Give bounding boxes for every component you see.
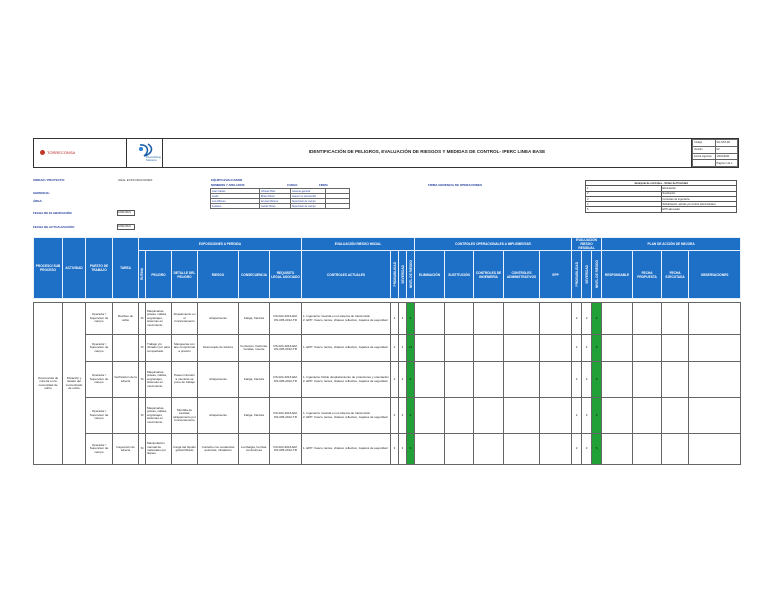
col-probabilidad: PROBABILIDAD <box>391 251 399 299</box>
table-row: Operador / Supervisor de campo Verificación de la tubería SI Maquinarias, poleas, cables, engranajes, sistemas en movimiento Paseo intrusión a mientras se pone de trabajo Atrapamiento Fatiga, fractura DS-024-2016-EM, DS-005-2012-TR 1. Ingeniería: Doble desplazamiento de protectores y orientación 2. EPP: Casco, lentes, chaleco reflectivo, zapatos de seguridad 3 3 9 2 3 6 <box>34 362 741 398</box>
fecha-elaboracion-label: FECHA DE ELABORACIÓN: <box>33 211 73 215</box>
group-exposiciones: EXPOSICIONES A PERDIDA <box>139 238 302 251</box>
col-severidad-residual: SEVERIDAD <box>582 251 592 299</box>
firma-gerencia-label: FIRMA GERENCIA DE OPERACIONES <box>428 183 482 187</box>
document-meta-table: Código SG-SST-38 Versión 00 Fecha vigencia 10/01/2021 Página 1 de 1 <box>692 139 738 167</box>
jerarquia-controles-table: Jerarquía de controles - Orden de Prioridad 1 Eliminación 2 Sustitución 3 Controles de Ingeniería 4 Señalización, alertas y/o control administrativo 5 EPP adecuado <box>585 180 737 213</box>
table-row: Operador / Supervisor de campo Inspección de tubería SI Manipulación manual de materiales por diques Carga del líquido global filtrado Contacto con sustancias químicas, inhalación Lumbalgia, hernias, contusiones DS-024-2016-EM, DS-005-2012-TR 1. EPP: Casco, lentes, chaleco reflectivo, zapatos de seguridad 3 3 9 2 3 6 <box>34 434 741 465</box>
col-administrativos: CONTROLES ADMINISTRATIVOS <box>504 251 540 299</box>
group-residual: EVALUACIÓN RIESGO RESIDUAL <box>572 238 602 251</box>
col-nivel-riesgo: NIVEL DE RIESGO <box>407 251 415 299</box>
col-probabilidad-residual: PROBABILIDAD <box>572 251 582 299</box>
col-rutina: RUTINA <box>139 251 146 299</box>
document-title: IDENTIFICACIÓN DE PELIGROS, EVALUACIÓN DE RIESGOS Y MEDIDAS DE CONTROL- IPERC LINEA BASE <box>308 149 546 154</box>
group-plan: PLAN DE ACCIÓN DE MEJORA <box>602 238 741 251</box>
col-firma-label: FIRMA <box>319 183 328 187</box>
col-controles-actuales: CONTROLES ACTUALES <box>302 251 391 299</box>
fecha-actualizacion-label: FECHA DE ACTUALIZACIÓN: <box>33 225 75 229</box>
col-peligro: PELIGRO <box>146 251 172 299</box>
iperc-table <box>33 237 741 465</box>
col-requisito: REQUISITO LEGAL ASOCIADO <box>270 251 302 299</box>
unidad-value: GEAL EXPLORACIONES <box>118 178 153 182</box>
col-severidad: SEVERIDAD <box>399 251 407 299</box>
col-cargo-label: CARGO <box>287 183 298 187</box>
col-tarea: TAREA <box>113 238 139 299</box>
col-sustitucion: SUSTITUCIÓN <box>445 251 474 299</box>
table-row: Operador / Supervisor de campo SI Maquinarias, poleas, cables, engranajes, sistemas en movimiento Mordida de cavidad, atrapamiento por funcionamiento Atrapamiento Fatiga, fractura DS-024-2016-EM, DS-005-2012-TR 1. Ingeniería: Guarda en el sistema de transmisión 2. EPP: Casco, lentes, chaleco reflectivo, zapatos de seguridad 3 3 9 2 3 6 <box>34 398 741 434</box>
equipo-row: Luis Alfonso Arenas Moreno Supervisor de campo <box>211 199 350 204</box>
table-row: Ocurrencias de minería en la comunidad de ushto Filtración y lavado del concentrado de ushto Operador / Supervisor de campo Reciben de ushto SI Maquinarias, poleas, cables, engranajes, sistemas en movimiento Atrapamiento en el funcionamiento Atrapamiento Fatiga, fractura DS-024-2016-EM, DS-005-2012-TR 1. Ingeniería: Guarda en el sistema de transmisión 2. EPP: Casco, lentes, chaleco reflectivo, zapatos de seguridad 3 3 9 2 3 6 <box>34 303 741 335</box>
col-fecha-propuesta: FECHA PROPUESTA <box>633 251 662 299</box>
logo-mark-icon <box>40 150 45 155</box>
equipo-evaluador-table <box>210 188 350 209</box>
jerarquia-row: 1 Eliminación <box>586 186 737 191</box>
col-responsable: RESPONSABLE <box>602 251 633 299</box>
equipo-row: Leslie Bravo Pérez Asesor en prevención <box>211 194 350 199</box>
document-header <box>33 138 739 168</box>
company-logo <box>40 147 76 157</box>
partner-logo-text: Downstriking Solutions <box>146 156 161 162</box>
col-nivel-riesgo-residual: NIVEL DE RIESGO <box>592 251 602 299</box>
equipo-row: Juan Carlos Chávez Ríos Gerente general <box>211 189 350 194</box>
gerencia-label: GERENCIA: <box>33 191 50 195</box>
equipo-row: Gustavo Landa Torres Supervisor de campo <box>211 204 350 209</box>
actividad-cell: Filtración y lavado del concentrado de ushto <box>63 303 86 465</box>
col-epp: EPP <box>540 251 572 299</box>
group-controles: CONTROLES OPERACIONALES A IMPLEMENTAR <box>415 238 572 251</box>
col-fecha-ejecutada: FECHA EJECUTADA <box>662 251 689 299</box>
col-detalle: DETALLE DEL PELIGRO <box>172 251 198 299</box>
group-evaluacion: EVALUACIÓN RIESGO INICIAL <box>302 238 415 251</box>
table-row: Operador / Supervisor de campo SI Trabajo y/o vibrador por para compactado Mangueras con aire comprimido a presión Desmorado de tubería Contusión, fracturas, heridas, muerte DS-024-2016-EM, DS-005-2012-TR 1. EPP: Casco, lentes, chaleco reflectivo, zapatos de seguridad 3 4 12 2 4 8 <box>34 335 741 362</box>
unidad-label: UNIDAD / PROYECTO: <box>33 178 65 182</box>
col-ingenieria: CONTROLES DE INGENIERÍA <box>474 251 504 299</box>
fecha-actualizacion-field[interactable]: 10/01/2021 <box>117 224 135 230</box>
col-puesto-trabajo: PUESTO DE TRABAJO <box>86 238 113 299</box>
col-eliminacion: ELIMINACIÓN <box>415 251 445 299</box>
jerarquia-row: 5 EPP adecuado <box>586 207 737 212</box>
company-logo-text: TORRECONSA <box>47 149 76 155</box>
col-riesgo: RIESGO <box>198 251 239 299</box>
col-proceso: PROCESO/ SUB PROCESO <box>34 238 63 299</box>
jerarquia-row: 2 Sustitución <box>586 191 737 196</box>
jerarquia-row: 4 Señalización, alertas y/o control administrativo <box>586 202 737 207</box>
area-label: ÁREA: <box>33 199 43 203</box>
proceso-cell: Ocurrencias de minería en la comunidad de ushto <box>34 303 63 465</box>
col-observaciones: OBSERVACIONES <box>689 251 741 299</box>
col-actividad: ACTIVIDAD <box>63 238 86 299</box>
col-nombres-label: NOMBRES Y APELLIDOS <box>211 183 245 187</box>
fecha-elaboracion-field[interactable]: 10/01/2021 <box>117 210 135 216</box>
jerarquia-row: 3 Controles de Ingeniería <box>586 196 737 201</box>
equipo-label: EQUIPO EVALUADOR <box>211 178 243 182</box>
col-consecuencia: CONSECUENCIA <box>239 251 270 299</box>
